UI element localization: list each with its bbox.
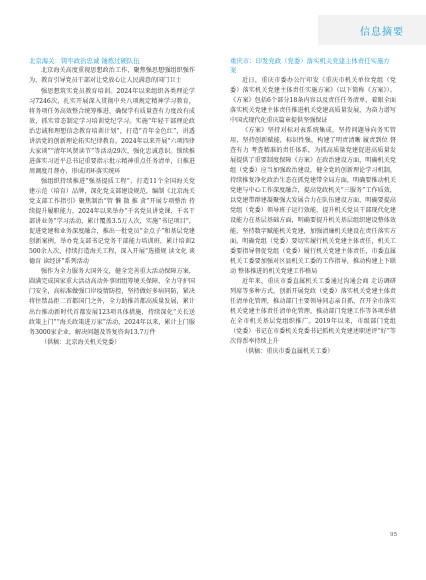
left-article-body xyxy=(29,66,195,347)
right-article-body xyxy=(230,76,396,357)
page-number: 95 xyxy=(390,532,398,538)
right-article xyxy=(230,57,396,549)
right-paragraph: 《方案》坚持对标对表系统集成，坚持问题导向务实管用，坚持创新赋能，标识性强，构建了明责清晰 履责到位 督查有力 考查精准的责任体系，为抓高质量党建促进高质量发展提供了重要制度保障《方案》在政治建设方面，明确机关党组（党委）应当加强政治建设，健全党的创新理论学习机制，持续推复净化政治生态在抓党建带全局方面，明确要推动机关党建与中心工作深度融合，提高党政机关“三服务”工作质效，以党建带群建凝聚强大发展合力在队伍建设方面，明确要提高党组（党委）领导班子运行效能，提升机关党员干部现代化建设能力在基层基础方面，明确要提升机关基层组织建设整体效能，坚持数字赋能机关党建，加强清廉机关建设在责任落实方面，明确党组（党委）要切实履行机关党建主体责任，机关工委要指导督促党组（党委）履行机关党建主体责任，市委直属机关工委要加强对区县机关工委的工作指导，推动构建上下联动 整体推进的机关党建工作格局 xyxy=(230,127,396,275)
right-article-source: （供稿：重庆市委直属机关工委） xyxy=(242,348,334,356)
left-paragraph: 强思想筑实党员教育培训。2024年以来组织各类理论学习7246次，扎实开展深入贯彻中央八项规定精神学习教育，将务项任务高效整合统筹推进，确保学有质量查有力度改有成效，抓实常态制定学习培训党纪学习。实施“年轻干部理论政治忠诚和理想信念教育培训计划”，打造“青年金色红”，讲透讲活党的创新理论拓实纪律教育。2024年以来开展“六项四律大家谈”“清年风贤读节”等活动29次，强化忠诚意识。锁续推进落实习近平总书记重要指示批示精神重点任务清单，日推进周调度月督办，形成闭环落实统环 xyxy=(29,87,195,175)
page-header xyxy=(0,0,426,40)
right-article-heading: 重庆市：印发党政（党委）落实机关党建主体责任实施方案 xyxy=(230,57,390,75)
left-paragraph: 北京海关高度重视思想政治工作，聚焦强思想强组织强作为，教育引导党员干部对让党放心让人民满意的国门卫士 xyxy=(29,67,195,85)
left-article xyxy=(29,57,195,549)
left-article-source: （供稿：北京海关机关党委） xyxy=(41,338,121,346)
left-paragraph: 强作为全力服务大国外交，健全完善重大活动保障方案，圆满完成国家重大活动高动外事团组筹境关保障，全力守护国门安全，高标准做强口岸疫情防控，坚持做好多病同防，紧决将往禁品拒二首都国门之外，全力助推首都高质量发展，累计出台推动新时代首都发展123项具体措施，持续深化“关长送政策上门”“海关政策进万家”活动，2024年以来，累计上门服务3000家企业，解决问题及答复咨询13.7万件 xyxy=(29,268,195,336)
right-paragraph: 近日，重庆市委办公厅印发《重庆市机关单位党组（党委）落实机关党建主体责任实施方案》（以下简称《方案》）。《方案》包括6个部分18条内容以及责任任务清单，着眼全面落实机关党建主体责任推进机关党建高质量发展，为奋力谱写中国式现代化重庆篇章提供坚强保证 xyxy=(230,76,396,124)
right-paragraph: 近年来，重庆市委直属机关工委通过沟通会商 走访调研 列席等多种方式，创新开展党政（党委）落实机关党建主体责任清单化管理，推动部门主要领导同志亲自抓、召开全市落实机关党建主体责任清单化管理，推动部门党建工作等各项举措在全市机关基层党组织推广。2019年以来，市级部门党组（党委）书记在市委机关党委书记抓机关党建述职述评“好”等次得票率持续上升 xyxy=(230,277,396,346)
left-article-heading: 北京海关：铸牢政治忠诚 锤炼过硬队伍 xyxy=(29,57,140,65)
section-title: 信息摘要 xyxy=(360,27,404,38)
left-paragraph: 强组织持续推进“强基提质工程”，打造11个全国海关党建示范（培育）品牌，深化党支部建设规范，编制《北京海关党支部工作指引》聚焦制治“管 懒 散 推 贪”开展专项整治 持续提升履职能力，2024年以来举办“千名党员讲党课、千名干部讲业务”学习活动，累计覆盖3.5万人次，实施“书记项目”，促进党建和业务深度融合，推出一批党员“金点子”和基层党建创新案例，举办党支部书记党务干部能力培训班，累计培训2500余人次，持续打造海关工程，深入开展“选摄规 读文化 谈德育 读经济”系列活动 xyxy=(29,177,195,266)
